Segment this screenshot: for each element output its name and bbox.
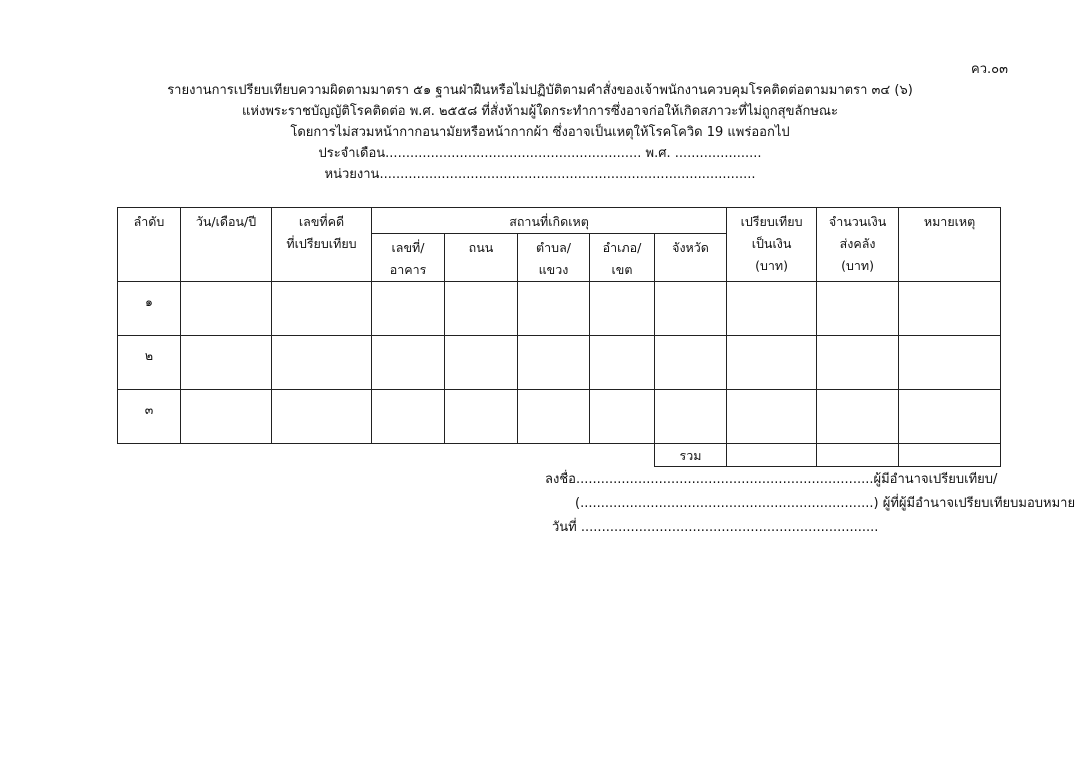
table-cell xyxy=(181,282,272,336)
table-cell xyxy=(727,282,817,336)
table-cell xyxy=(899,336,1001,390)
header-location: สถานที่เกิดเหตุ xyxy=(372,208,727,234)
header-house-no-line1: เลขที่/ xyxy=(391,240,425,255)
table-cell xyxy=(655,282,727,336)
header-province: จังหวัด xyxy=(655,234,727,282)
header-district xyxy=(590,234,655,282)
year-field: ..................... xyxy=(674,146,762,161)
header-treasury-line2: ส่งคลัง xyxy=(839,236,876,251)
month-label: ประจำเดือน xyxy=(318,146,386,161)
name-open: ( xyxy=(575,496,581,511)
signature-line xyxy=(545,468,1075,492)
report-table xyxy=(117,207,1001,467)
header-fine-line3: (บาท) xyxy=(755,258,789,273)
date-line xyxy=(545,516,1075,540)
row-number: ๑ xyxy=(118,282,181,336)
table-row xyxy=(118,390,1001,444)
title-line-1: รายงานการเปรียบเทียบความผิดตามมาตรา ๕๑ ฐานฝ่าฝืนหรือไม่ปฏิบัติตามคำสั่งของเจ้าพนักงานควบคุมโรคติดต่อตามมาตรา ๓๔ (๖) xyxy=(167,83,913,98)
header-road: ถนน xyxy=(445,234,518,282)
table-cell xyxy=(272,336,372,390)
date-field: ........................................................................ xyxy=(580,520,879,535)
name-close: ) xyxy=(873,496,879,511)
table-cell xyxy=(372,282,445,336)
table-cell xyxy=(372,390,445,444)
header-treasury xyxy=(817,208,899,282)
row-number: ๒ xyxy=(118,336,181,390)
table-cell xyxy=(590,390,655,444)
table-cell xyxy=(727,390,817,444)
table-cell xyxy=(590,336,655,390)
sign-role: ผู้มีอำนาจเปรียบเทียบ/ xyxy=(873,472,998,487)
table-cell xyxy=(817,336,899,390)
header-subdistrict xyxy=(518,234,590,282)
signature-block xyxy=(545,468,1075,540)
header-fine xyxy=(727,208,817,282)
title-line-3: โดยการไม่สวมหน้ากากอนามัยหรือหน้ากากผ้า ซึ่งอาจเป็นเหตุให้โรคโควิด 19 แพร่ออกไป xyxy=(290,125,790,140)
table-cell xyxy=(590,282,655,336)
month-year-line xyxy=(0,143,1080,164)
table-cell xyxy=(817,390,899,444)
total-treasury-cell xyxy=(817,444,899,467)
header-remarks: หมายเหตุ xyxy=(899,208,1001,282)
total-label: รวม xyxy=(655,444,727,467)
month-field: .............................................................. xyxy=(385,146,642,161)
table-row xyxy=(118,336,1001,390)
date-label: วันที่ xyxy=(552,520,577,535)
table-cell xyxy=(272,282,372,336)
table-cell xyxy=(655,390,727,444)
header-order: ลำดับ xyxy=(118,208,181,282)
table-cell xyxy=(272,390,372,444)
unit-label: หน่วยงาน xyxy=(324,167,380,182)
unit-field: ........................................................................................... xyxy=(379,167,756,182)
row-number: ๓ xyxy=(118,390,181,444)
header-case-no-line1: เลขที่คดี xyxy=(298,214,345,229)
table-cell xyxy=(181,390,272,444)
header-treasury-line3: (บาท) xyxy=(841,258,875,273)
header-district-line1: อำเภอ/ xyxy=(602,240,642,255)
table-cell xyxy=(445,336,518,390)
header-date: วัน/เดือน/ปี xyxy=(181,208,272,282)
delegate-role: ผู้ที่ผู้มีอำนาจเปรียบเทียบมอบหมาย xyxy=(882,496,1076,511)
header-case-no xyxy=(272,208,372,282)
unit-line xyxy=(0,164,1080,185)
header-treasury-line1: จำนวนเงิน xyxy=(828,214,887,229)
table-cell xyxy=(655,336,727,390)
table-cell xyxy=(727,336,817,390)
table-cell xyxy=(445,282,518,336)
table-cell xyxy=(899,282,1001,336)
header-fine-line1: เปรียบเทียบ xyxy=(740,214,803,229)
header-case-no-line2: ที่เปรียบเทียบ xyxy=(286,236,357,251)
title-line-2: แห่งพระราชบัญญัติโรคติดต่อ พ.ศ. ๒๕๕๘ ที่สั่งห้ามผู้ใดกระทำการซึ่งอาจก่อให้เกิดสภาวะที่ไม่ถูกสุขลักษณะ xyxy=(242,104,838,119)
table-cell xyxy=(445,390,518,444)
year-label: พ.ศ. xyxy=(645,146,671,161)
sign-label: ลงชื่อ xyxy=(545,472,576,487)
total-row xyxy=(118,444,1001,467)
table-row xyxy=(118,282,1001,336)
total-remarks-cell xyxy=(899,444,1001,467)
report-header xyxy=(0,80,1080,185)
sign-field: ........................................................................ xyxy=(575,472,874,487)
table-cell xyxy=(372,336,445,390)
header-house-no-line2: อาคาร xyxy=(389,262,427,277)
table-cell xyxy=(518,390,590,444)
header-house-no xyxy=(372,234,445,282)
total-fine-cell xyxy=(727,444,817,467)
name-line xyxy=(545,492,1075,516)
header-district-line2: เขต xyxy=(611,262,633,277)
table-cell xyxy=(899,390,1001,444)
name-field: ....................................................................... xyxy=(580,496,874,511)
table-cell xyxy=(518,282,590,336)
table-cell xyxy=(817,282,899,336)
form-code: คว.๐๓ xyxy=(971,62,1008,77)
table-cell xyxy=(181,336,272,390)
header-subdistrict-line2: แขวง xyxy=(538,262,569,277)
header-subdistrict-line1: ตำบล/ xyxy=(536,240,571,255)
header-fine-line2: เป็นเงิน xyxy=(751,236,792,251)
table-cell xyxy=(518,336,590,390)
